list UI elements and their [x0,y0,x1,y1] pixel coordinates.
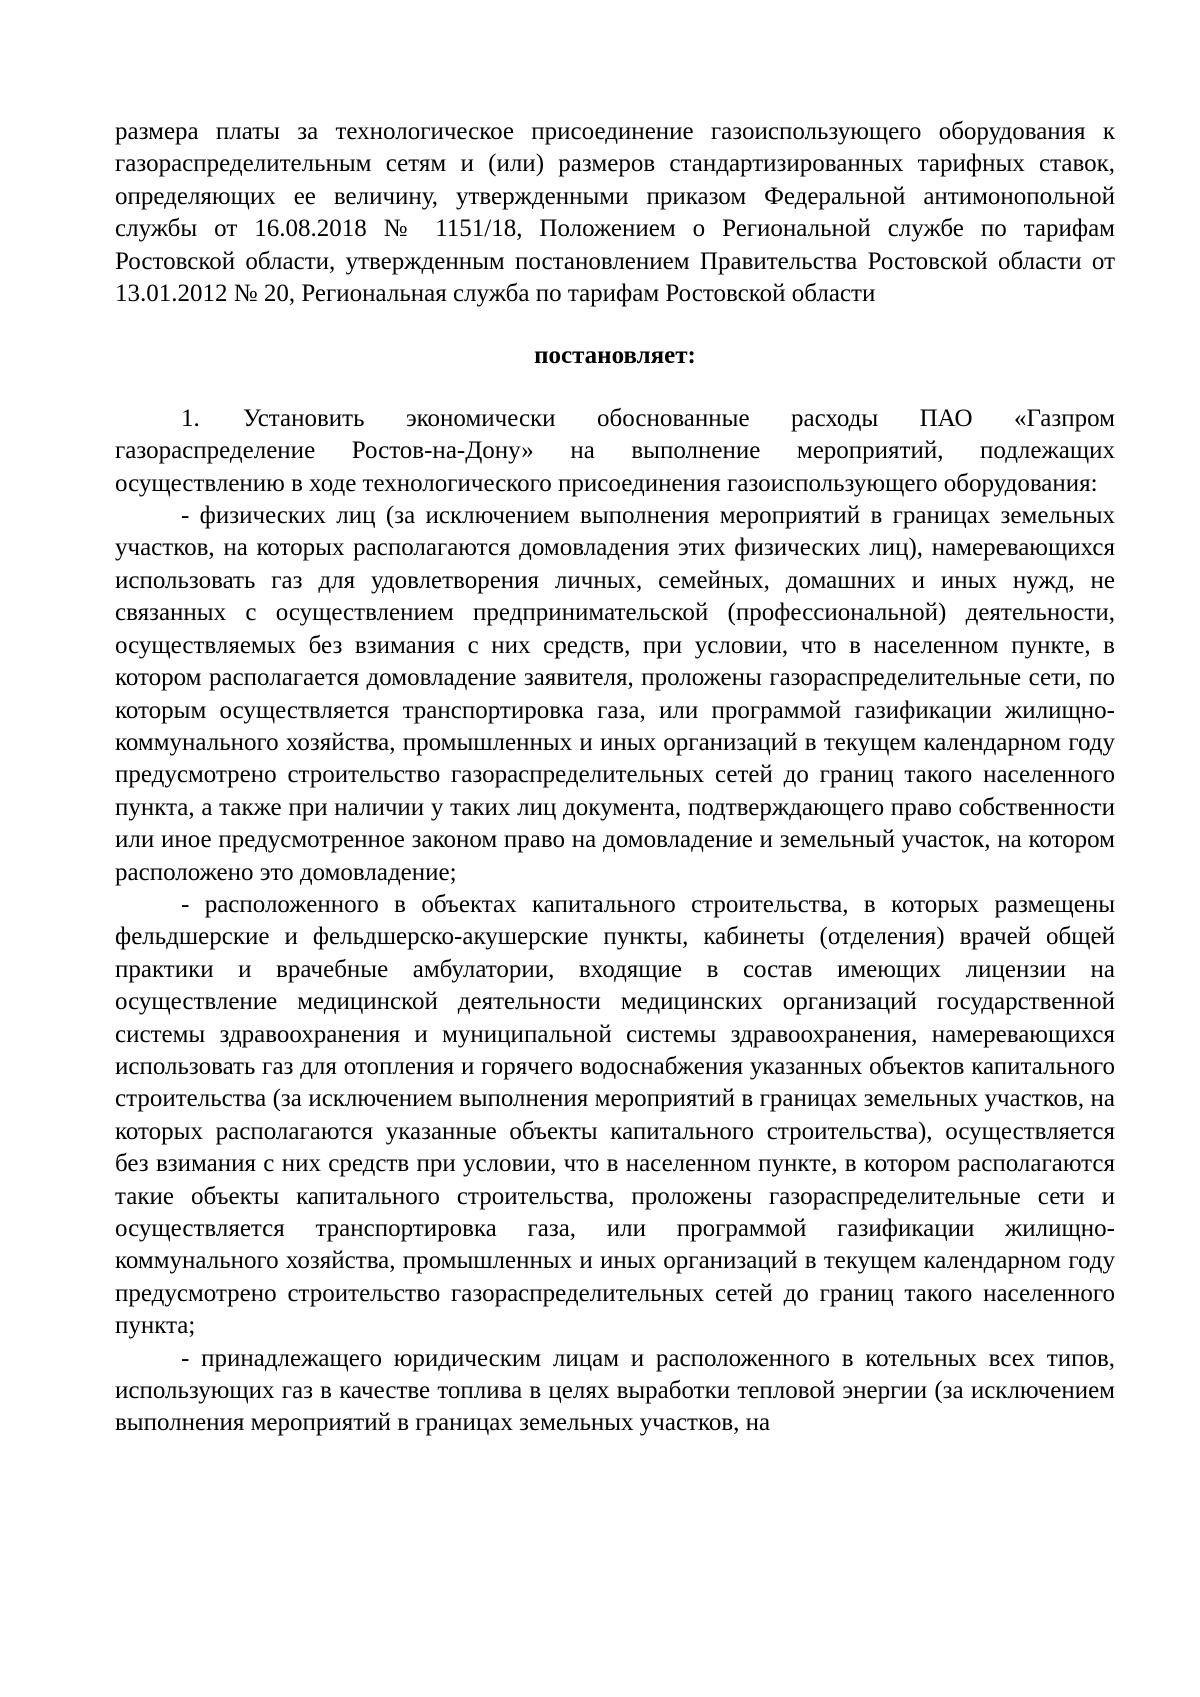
bullet-medical-facilities: - расположенного в объектах капитального строительства, в которых размещены фельдшерские и фельдшерско-акушерские пункты, кабинеты (отделения) врачей общей практики и врачебные амбулатории, входящие в состав имеющих лицензии на осуществление медицинской деятельности медицинских организаций государственной системы здравоохранения и муниципальной системы здравоохранения, намеревающихся использовать газ для отопления и горячего водоснабжения указанных объектов капитального строительства (за исключением выполнения мероприятий в границах земельных участков, на которых располагаются указанные объекты капитального строительства), осуществляется без взимания с них средств при условии, что в населенном пункте, в котором располагаются такие объекты капитального строительства, проложены газораспределительные сети и осуществляется транспортировка газа, или программой газификации жилищно-коммунального хозяйства, промышленных и иных организаций в текущем календарном году предусмотрено строительство газораспределительных сетей до границ такого населенного пункта; [115,890,1115,1340]
intro-paragraph: размера платы за технологическое присоединение газоиспользующего оборудования к газораспределительным сетям и (или) размеров стандартизированных тарифных ставок, определяющих ее величину, утвержденными приказом Федеральной антимонопольной службы от 16.08.2018 № 1151/18, Положением о Региональной службе по тарифам Ростовской области, утвержденным постановлением Правительства Ростовской области от 13.01.2012 № 20, Региональная служба по тарифам Ростовской области [115,118,1115,308]
document-body [115,116,1115,1440]
bullet-individuals: - физических лиц (за исключением выполнения мероприятий в границах земельных участков, на которых располагаются домовладения этих физических лиц), намеревающихся использовать газ для удовлетворения личных, семейных, домашних и иных нужд, не связанных с осуществлением предпринимательской (профессиональной) деятельности, осуществляемых без взимания с них средств, при условии, что в населенном пункте, в котором располагается домовладение заявителя, проложены газораспределительные сети, по которым осуществляется транспортировка газа, или программой газификации жилищно-коммунального хозяйства, промышленных и иных организаций в текущем календарном году предусмотрено строительство газораспределительных сетей до границ такого населенного пункта, а также при наличии у таких лиц документа, подтверждающего право собственности или иное предусмотренное законом право на домовладение и земельный участок, на котором расположено это домовладение; [115,502,1115,886]
item-1-paragraph [115,403,1115,500]
item-1-text: Установить экономически обоснованные расходы ПАО «Газпром газораспределение Ростов-на-Дону» на выполнение мероприятий, подлежащих осуществлению в ходе технологического присоединения газоиспользующего оборудования: [115,404,1115,497]
bullet-legal-entities-boilers: - принадлежащего юридическим лицам и расположенного в котельных всех типов, использующих газ в качестве топлива в целях выработки тепловой энергии (за исключением выполнения мероприятий в границах земельных участков, на [115,1344,1115,1437]
item-1-number: 1. [181,404,200,432]
resolution-heading: постановляет: [534,342,696,370]
